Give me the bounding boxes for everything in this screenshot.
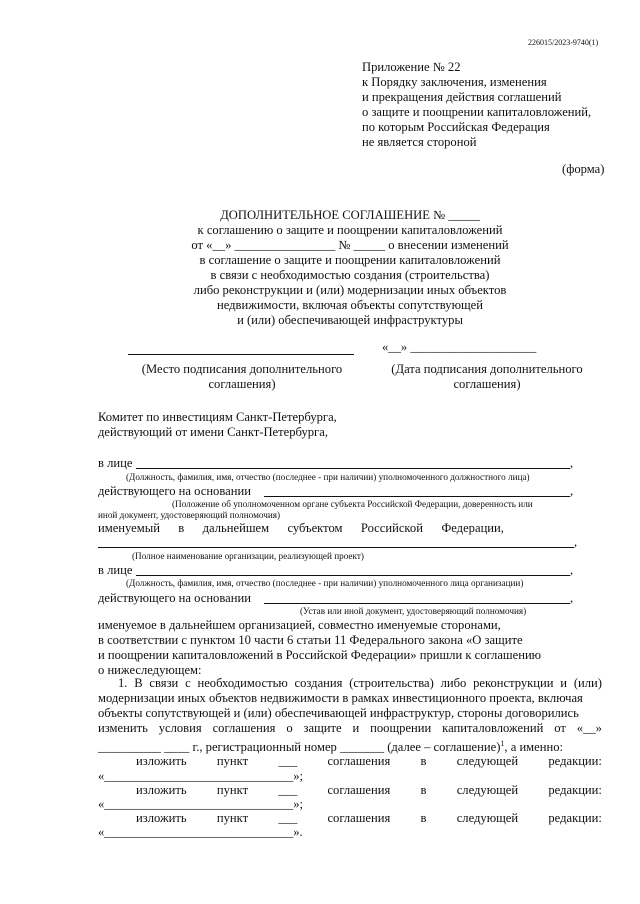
word: изменить [98,721,148,735]
v-litse-label: в лице [98,563,133,577]
document-id: 226015/2023-9740(1) [528,38,599,47]
acting-basis-hint: (Положение об уполномоченном органе субъекта Российской Федерации, доверенность или [172,499,533,509]
appendix-line: Приложение № 22 [362,60,461,74]
clause1-line [118,676,602,691]
word: создания [294,676,343,690]
word: от [554,721,566,735]
comma: , [570,484,574,498]
v-litse-line [136,575,570,576]
word: пункт [216,783,249,797]
caption-line: (Дата подписания дополнительного [391,362,583,376]
word: следующей [456,783,519,797]
comma: , [570,591,574,605]
word: (строительства) [349,676,434,690]
paragraph-line: о нижеследующем: [98,663,202,677]
paragraph-line: и поощрении капиталовложений в Российской Федерации» пришли к соглашению [98,648,542,662]
comma: , [570,456,574,470]
title-line: недвижимости, включая объекты сопутствующей [216,298,484,312]
word: капиталовложений [442,721,544,735]
word: 1. [118,676,128,690]
acting-basis-line [264,603,570,604]
word: именуемый [98,521,160,535]
word: соглашения [327,811,391,825]
word: изложить [136,811,187,825]
signing-place-line [128,354,354,355]
registration-text: __________ ____ г., регистрационный номер _______ (далее – соглашение) [98,740,501,755]
title-line: от «__» ________________ № _____ о внесении изменений [191,238,509,252]
word: в [420,754,427,768]
signing-date-field: «__» ____________________ [382,340,537,354]
footnote-marker: 1 [500,739,505,748]
org-hint: (Полное наименование организации, реализующей проект) [132,551,364,561]
clause1-line [98,721,602,736]
acting-basis-line [264,496,570,497]
committee-block [98,410,337,440]
appendix-line: и прекращения действия соглашений [362,90,562,104]
title-line: в связи с необходимостью создания (строительства) [210,268,490,282]
title-line: и (или) обеспечивающей инфраструктуры [237,313,463,327]
title-line: в соглашение о защите и поощрении капиталовложений [199,253,501,267]
word: дальнейшем [202,521,270,535]
imenuemy-line [98,521,504,536]
amendment-line [136,783,602,798]
word: и [352,721,360,735]
caption-line: соглашения) [208,377,276,391]
v-litse-hint: (Должность, фамилия, имя, отчество (последнее - при наличии) уполномоченного лица организации) [126,578,524,588]
clause1-line: объекты сопутствующей и (или) обеспечивающей инфраструктур, стороны договорились [98,706,579,720]
appendix-block [362,60,591,150]
org-name-line [98,547,574,548]
forma-label: (форма) [562,162,605,176]
word: ___ [278,754,298,768]
committee-line: Комитет по инвестициям Санкт-Петербурга, [98,410,337,424]
word: пункт [216,754,249,768]
amendment-quote: «______________________________»; [98,797,303,811]
word: соглашения [212,721,276,735]
word: изложить [136,783,187,797]
word: либо [440,676,467,690]
amendment-line [136,754,602,769]
word: (или) [573,676,602,690]
word: поощрении [370,721,432,735]
appendix-line: о защите и поощрении капиталовложений, [362,105,592,119]
word: редакции: [548,811,602,825]
word: с [185,676,191,690]
clause1-line: модернизации иных объектов недвижимости в рамках инвестиционного проекта, включая [98,691,583,705]
word: пункт [216,811,249,825]
word: изложить [136,754,187,768]
v-litse-hint: (Должность, фамилия, имя, отчество (последнее - при наличии) уполномоченного должностного лица) [126,472,530,482]
appendix-line: не является стороной [362,135,477,149]
amendment-quote: «______________________________»; [98,769,303,783]
word: «__» [576,721,602,735]
word: защите [303,721,342,735]
paragraph-line: именуемое в дальнейшем организацией, совместно именуемые сторонами, [98,618,501,632]
title-line: либо реконструкции и (или) модернизации иных объектов [193,283,507,297]
paragraph-line: в соответствии с пунктом 10 части 6 статьи 11 Федерального закона «О защите [98,633,523,647]
amendment-quote: «______________________________». [98,825,303,839]
v-litse-label: в лице [98,456,133,470]
word: условия [158,721,202,735]
word: редакции: [548,783,602,797]
title-line: к соглашению о защите и поощрении капиталовложений [197,223,503,237]
word: Российской [360,521,423,535]
acting-basis-label: действующего на основании [98,484,251,498]
signing-place-caption [112,362,372,392]
appendix-line: к Порядку заключения, изменения [362,75,547,89]
committee-line: действующий от имени Санкт-Петербурга, [98,425,328,439]
word: о [286,721,293,735]
comma: , [574,535,578,549]
word: необходимостью [197,676,288,690]
word: реконструкции [473,676,554,690]
acting-basis-label: действующего на основании [98,591,251,605]
title-line: ДОПОЛНИТЕЛЬНОЕ СОГЛАШЕНИЕ № _____ [220,208,480,222]
word: следующей [456,754,519,768]
word: ___ [278,811,298,825]
word: следующей [456,811,519,825]
acting-basis-hint: иной документ, удостоверяющий полномочия) [98,510,281,520]
comma: , [570,563,574,577]
amendment-line [136,811,602,826]
caption-line: соглашения) [453,377,521,391]
word: и [560,676,568,690]
signing-date-caption [362,362,612,392]
document-title [140,208,560,328]
clause1-line [98,736,563,755]
word: в [420,811,427,825]
v-litse-line [136,468,570,469]
caption-line: (Место подписания дополнительного [141,362,343,376]
word: субъектом [287,521,343,535]
registration-tail: , а именно: [504,740,564,755]
word: В [134,676,143,690]
paragraph [98,618,541,678]
word: соглашения [327,754,391,768]
word: в [178,521,185,535]
word: редакции: [548,754,602,768]
word: в [420,783,427,797]
word: связи [149,676,179,690]
acting-basis-hint: (Устав или иной документ, удостоверяющий полномочия) [300,606,527,616]
appendix-line: по которым Российская Федерация [362,120,550,134]
word: соглашения [327,783,391,797]
word: Федерации, [441,521,504,535]
word: ___ [278,783,298,797]
